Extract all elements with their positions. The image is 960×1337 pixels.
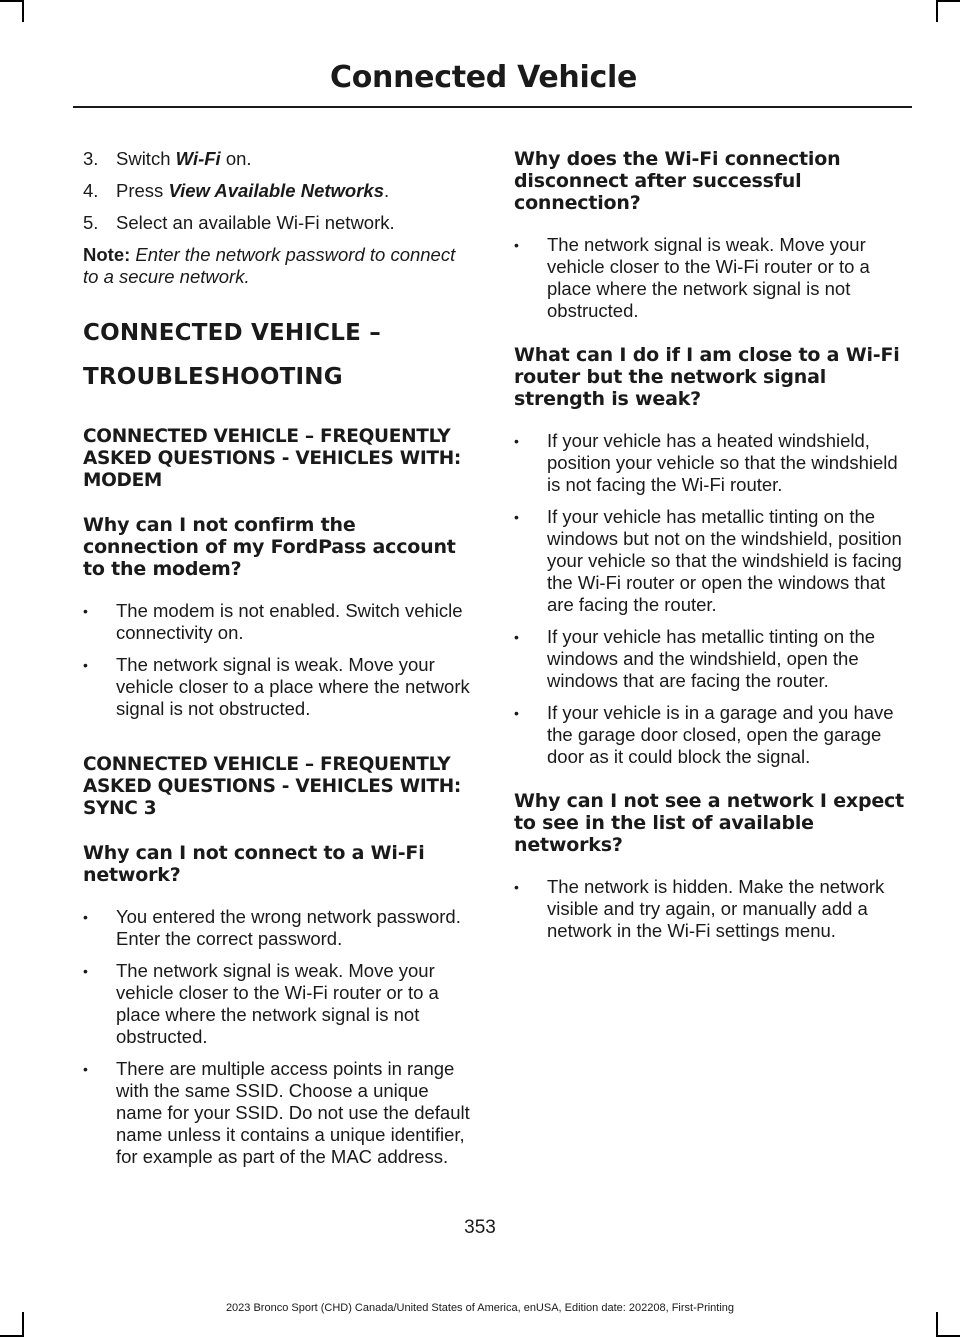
note-label: Note: bbox=[83, 244, 131, 265]
list-item: • You entered the wrong network password. Enter the correct password. bbox=[83, 906, 475, 950]
list-item: • The network signal is weak. Move your vehicle closer to the Wi-Fi router or to a place where the network signal is not obstructed. bbox=[514, 234, 906, 322]
crop-mark bbox=[936, 0, 960, 2]
chapter-heading-line: TROUBLESHOOTING bbox=[83, 364, 343, 390]
step-item bbox=[83, 148, 475, 170]
chapter-heading bbox=[83, 318, 475, 392]
footer-edition-info: 2023 Bronco Sport (CHD) Canada/United States of America, enUSA, Edition date: 202208, First-Printing bbox=[225, 1302, 735, 1314]
crop-mark bbox=[0, 0, 24, 2]
crop-mark bbox=[22, 0, 24, 22]
list-item: • If your vehicle has metallic tinting on the windows but not on the windshield, position your vehicle so that the windshield is facing the Wi-Fi router or open the windows that are facing the router. bbox=[514, 506, 906, 616]
step-text: Switch bbox=[116, 148, 176, 169]
crop-mark bbox=[936, 1312, 938, 1337]
bullet-list bbox=[83, 906, 475, 1168]
list-item: • There are multiple access points in range with the same SSID. Choose a unique name for your SSID. Do not use the default name unless it contains a unique identifier, for example as part of the MAC address. bbox=[83, 1058, 475, 1168]
chapter-heading-line: CONNECTED VEHICLE – bbox=[83, 320, 381, 346]
right-column bbox=[514, 148, 906, 964]
page-number: 353 bbox=[464, 1217, 496, 1238]
list-item: • The network is hidden. Make the network visible and try again, or manually add a network in the Wi-Fi settings menu. bbox=[514, 876, 906, 942]
step-number: 3. bbox=[83, 148, 99, 169]
note-text: Enter the network password to connect to a secure network. bbox=[83, 244, 456, 287]
step-number: 4. bbox=[83, 180, 99, 201]
list-item: • If your vehicle is in a garage and you have the garage door closed, open the garage door as it could block the signal. bbox=[514, 702, 906, 768]
section-heading-modem: CONNECTED VEHICLE – FREQUENTLY ASKED QUESTIONS - VEHICLES WITH: MODEM bbox=[83, 426, 461, 491]
left-column bbox=[83, 148, 475, 1190]
step-item bbox=[83, 180, 475, 202]
bullet-list bbox=[514, 876, 906, 942]
crop-mark bbox=[22, 1312, 24, 1337]
page-header-title: Connected Vehicle bbox=[330, 60, 637, 95]
list-item: • The network signal is weak. Move your vehicle closer to a place where the network signal is not obstructed. bbox=[83, 654, 475, 720]
list-item: • The modem is not enabled. Switch vehicle connectivity on. bbox=[83, 600, 475, 644]
question-heading: Why can I not connect to a Wi-Fi network? bbox=[83, 842, 425, 886]
question-heading: Why can I not see a network I expect to see in the list of available networks? bbox=[514, 790, 904, 856]
question-heading: What can I do if I am close to a Wi-Fi router but the network signal strength is weak? bbox=[514, 344, 900, 410]
list-item: • If your vehicle has a heated windshield, position your vehicle so that the windshield is not facing the Wi-Fi router. bbox=[514, 430, 906, 496]
step-number: 5. bbox=[83, 212, 99, 233]
bullet-list bbox=[83, 600, 475, 720]
crop-mark bbox=[936, 0, 938, 22]
step-item bbox=[83, 212, 475, 234]
step-emphasis: View Available Networks bbox=[168, 180, 385, 201]
step-text: Press bbox=[116, 180, 169, 201]
section-heading-sync: CONNECTED VEHICLE – FREQUENTLY ASKED QUESTIONS - VEHICLES WITH: SYNC 3 bbox=[83, 754, 461, 819]
step-text: on. bbox=[220, 148, 252, 169]
list-item: • The network signal is weak. Move your vehicle closer to the Wi-Fi router or to a place where the network signal is not obstructed. bbox=[83, 960, 475, 1048]
note bbox=[83, 244, 475, 288]
step-text: . bbox=[384, 180, 390, 201]
list-item: • If your vehicle has metallic tinting on the windows and the windshield, open the windows that are facing the router. bbox=[514, 626, 906, 692]
question-heading: Why can I not confirm the connection of my FordPass account to the modem? bbox=[83, 514, 456, 580]
step-emphasis: Wi-Fi bbox=[175, 148, 221, 169]
step-text: Select an available Wi-Fi network. bbox=[116, 212, 395, 233]
bullet-list bbox=[514, 234, 906, 322]
question-heading: Why does the Wi-Fi connection disconnect after successful connection? bbox=[514, 148, 841, 214]
header-rule bbox=[73, 106, 912, 108]
bullet-list bbox=[514, 430, 906, 768]
